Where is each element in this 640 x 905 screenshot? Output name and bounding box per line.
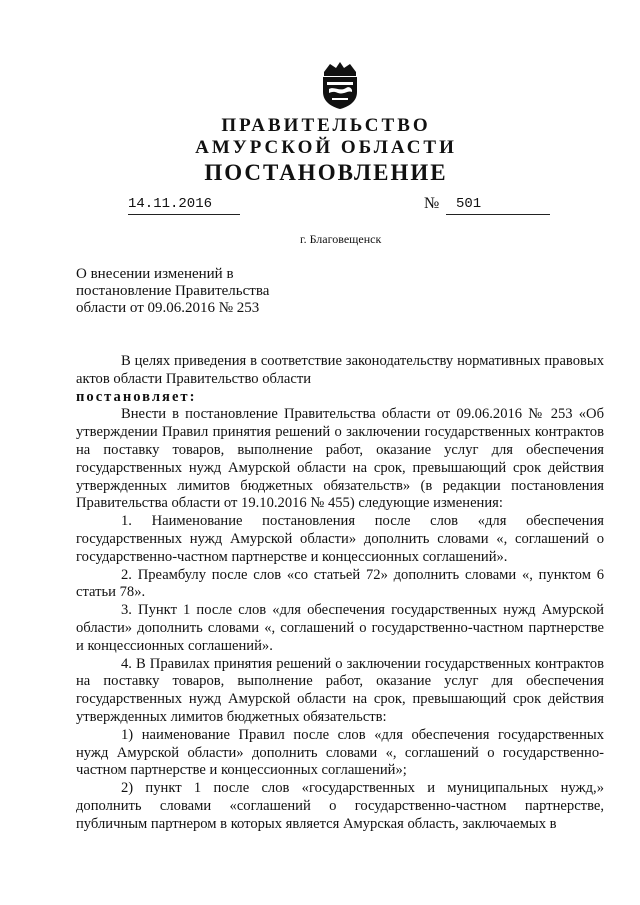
paragraph-item-4: 4. В Правилах принятия решений о заключении государственных контрактов на поставку товаров, выполнение работ, оказание услуг для обеспечения государственных нужд Амурской области на срок, превышающий срок действия утвержденных лимитов бюджетных обязательств: (76, 655, 604, 725)
government-name-line1: ПРАВИТЕЛЬСТВО (221, 115, 431, 136)
preamble: В целях приведения в соответствие законодательству нормативных правовых актов области Правительство области (76, 353, 604, 387)
document-subject: О внесении изменений в постановление Правительства области от 09.06.2016 № 253 (76, 266, 270, 316)
document-number: 501 (446, 196, 550, 215)
paragraph-item-1: 1. Наименование постановления после слов «для обеспечения государственных нужд Амурской области» дополнить словами «, соглашений о государственно-частном партнерстве и концессионных соглашений». (76, 513, 604, 565)
paragraph-item-3: 3. Пункт 1 после слов «для обеспечения государственных нужд Амурской области» дополнить словами «, соглашений о государственно-частном партнерстве и концессионных соглашений». (76, 602, 604, 654)
paragraph-main: Внести в постановление Правительства области от 09.06.2016 № 253 «Об утверждении Правил принятия решений о заключении государственных контрактов на поставку товаров, выполнение работ, оказание услуг для обеспечения государственных нужд Амурской области на срок, превышающий срок действия утвержденных лимитов бюджетных обязательств» (в редакции постановления Правительства области от 19.10.2016 № 455) следующие изменения: (76, 406, 604, 512)
decree-word: постановляет: (76, 388, 197, 405)
number-sign: № (424, 195, 440, 212)
coat-of-arms-icon (318, 58, 362, 110)
paragraph-subitem-2: 2) пункт 1 после слов «государственных и муниципальных нужд,» дополнить словами «соглашений о государственно-частном партнерстве, публичным партнером в которых является Амурская область, заключаемых в (76, 780, 604, 832)
city-label: г. Благовещенск (300, 232, 382, 246)
government-name-line2: АМУРСКОЙ ОБЛАСТИ (195, 137, 457, 158)
paragraph-subitem-1: 1) наименование Правил после слов «для обеспечения государственных нужд Амурской области» дополнить словами «, соглашений о государственно-частном партнерстве и концессионных соглашений»; (76, 726, 604, 779)
document-date: 14.11.2016 (128, 196, 240, 215)
document-type-title: ПОСТАНОВЛЕНИЕ (204, 160, 448, 185)
paragraph-item-2: 2. Преамбулу после слов «со статьей 72» дополнить словами «, пунктом 6 статьи 78». (76, 566, 604, 601)
document-body (76, 353, 604, 834)
